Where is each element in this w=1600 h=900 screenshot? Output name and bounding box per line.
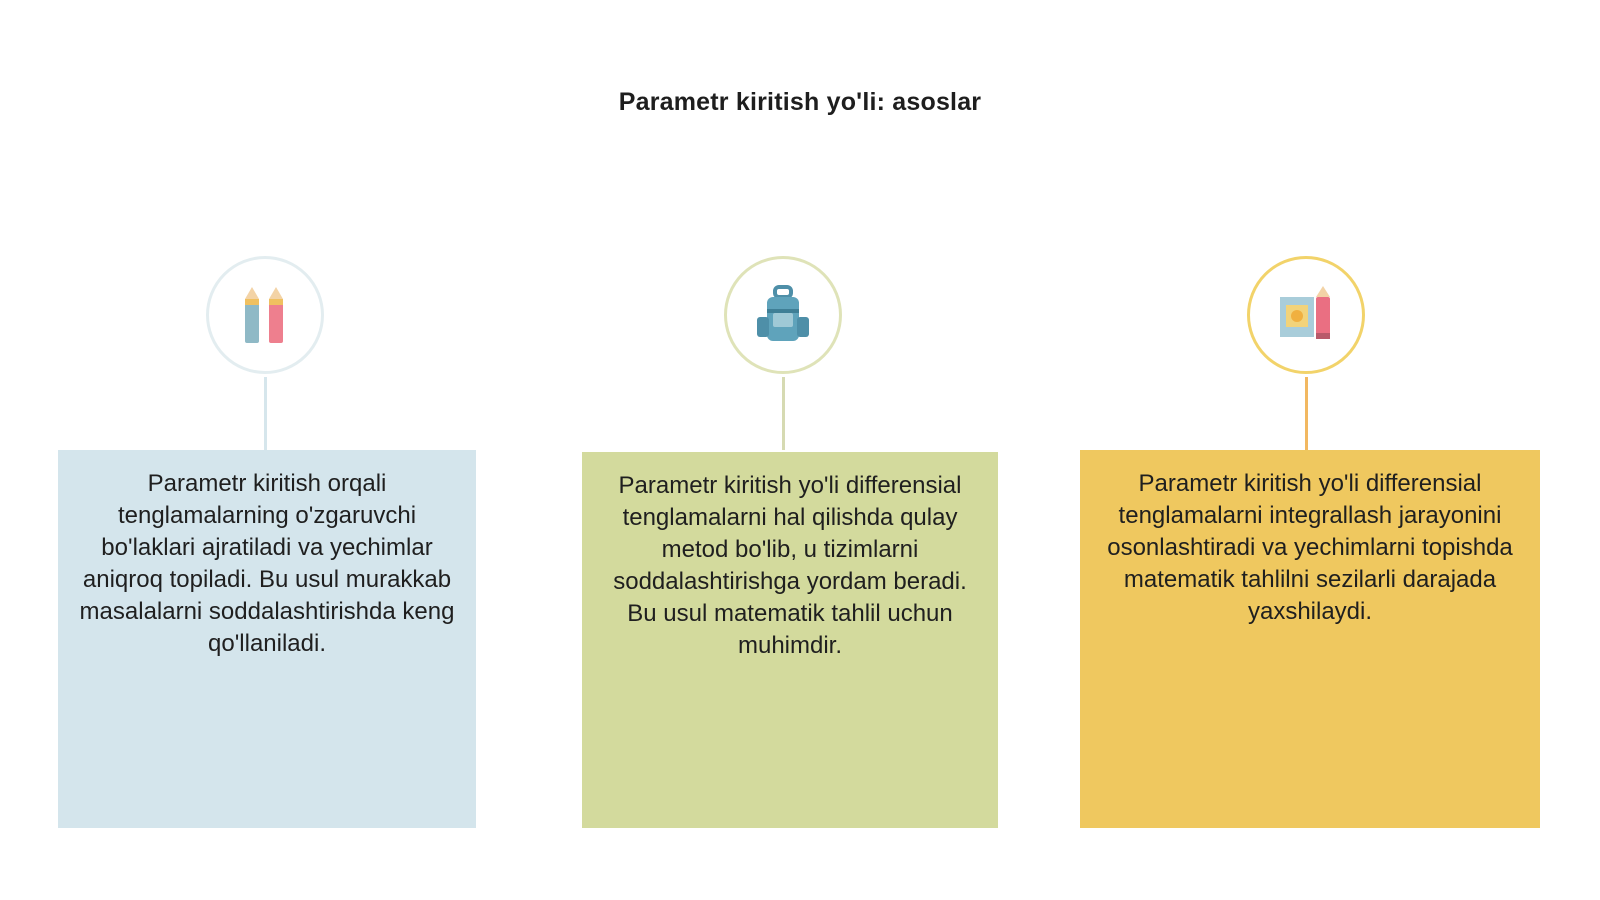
connector-line-1	[264, 377, 267, 450]
card-text-1: Parametr kiritish orqali tenglamalarning o'zgaruvchi bo'laklari ajratiladi va yechimlar aniqroq topiladi. Bu usul murakkab masalalarni soddalashtirishda keng qo'llaniladi.	[79, 470, 455, 657]
connector-line-2	[782, 377, 785, 450]
pencils-icon	[237, 283, 293, 347]
icon-circle-3	[1247, 256, 1365, 374]
connector-line-3	[1305, 377, 1308, 450]
page-title: Parametr kiritish yo'li: asoslar	[618, 88, 982, 116]
drawing-pencil-icon	[1276, 283, 1336, 347]
info-card-3	[1080, 450, 1540, 828]
info-card-2	[582, 452, 998, 828]
icon-circle-1	[206, 256, 324, 374]
backpack-icon	[753, 283, 813, 347]
card-text-3: Parametr kiritish yo'li differensial tenglamalarni integrallash jarayonini osonlashtiradi va yechimlarni topishda matematik tahlilni sezilarli darajada yaxshilaydi.	[1107, 470, 1513, 625]
info-card-1	[58, 450, 476, 828]
icon-circle-2	[724, 256, 842, 374]
card-text-2: Parametr kiritish yo'li differensial tenglamalarni hal qilishda qulay metod bo'lib, u tizimlarni soddalashtirishga yordam beradi. Bu usul matematik tahlil uchun muhimdir.	[613, 472, 967, 659]
